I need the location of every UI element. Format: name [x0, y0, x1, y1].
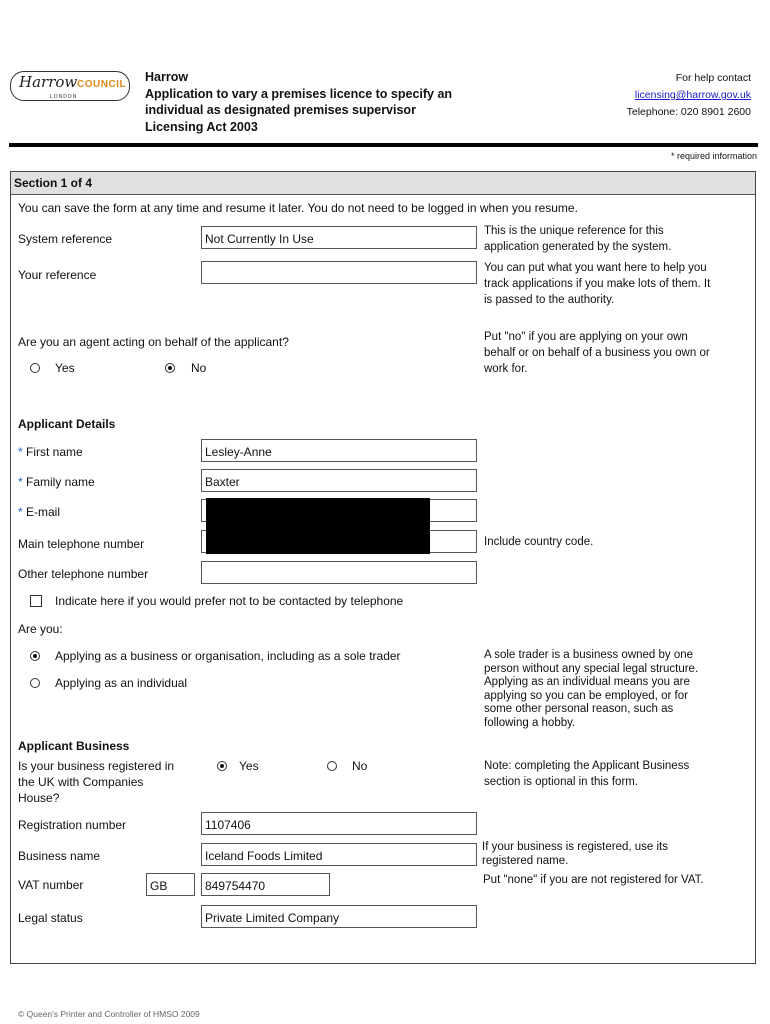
email-label — [18, 505, 60, 519]
help-line: Note: completing the Applicant Business — [484, 760, 690, 772]
help-contact — [627, 70, 751, 121]
main-phone-help: Include country code. — [484, 536, 594, 548]
help-line: You can put what you want here to help you — [484, 262, 707, 274]
registered-no-radio[interactable] — [327, 761, 337, 771]
help-line: application generated by the system. — [484, 241, 672, 253]
help-line: work for. — [484, 363, 528, 375]
legal-status-label: Legal status — [18, 911, 83, 925]
help-line: If your business is registered, use its — [482, 841, 668, 853]
system-reference-field[interactable]: Not Currently In Use — [201, 226, 477, 249]
help-line: track applications if you make lots of them. It — [484, 278, 711, 290]
help-contact-title: For help contact — [675, 72, 751, 84]
agent-no-label: No — [191, 361, 207, 375]
help-line: following a hobby. — [484, 716, 576, 729]
required-star: * — [18, 505, 23, 519]
business-note — [484, 758, 689, 790]
main-phone-label: Main telephone number — [18, 537, 145, 551]
registered-yes-radio[interactable] — [217, 761, 227, 771]
help-line: Put "no" if you are applying on your own — [484, 331, 688, 343]
title-line: individual as designated premises supervisor — [145, 103, 416, 117]
help-line: applying so you can be employed, or for — [484, 689, 688, 702]
required-note: * required information — [670, 151, 757, 161]
copyright-footer: © Queen's Printer and Controller of HMSO 2009 — [18, 1009, 200, 1019]
help-line: This is the unique reference for this — [484, 225, 664, 237]
other-phone-field[interactable] — [201, 561, 477, 584]
agent-yes-label: Yes — [55, 361, 75, 375]
your-reference-field[interactable] — [201, 261, 477, 284]
redaction-block — [206, 498, 430, 554]
your-reference-label: Your reference — [18, 268, 97, 282]
title-line: Licensing Act 2003 — [145, 119, 258, 134]
registration-number-field[interactable]: 1107406 — [201, 812, 477, 835]
agent-no-radio[interactable] — [165, 363, 175, 373]
section-title: Section 1 of 4 — [14, 176, 93, 190]
help-line: behalf or on behalf of a business you own or — [484, 347, 710, 359]
individual-option-label: Applying as an individual — [55, 676, 188, 690]
help-email-link[interactable]: licensing@harrow.gov.uk — [634, 89, 751, 101]
system-reference-help — [484, 223, 671, 255]
business-name-help — [482, 841, 668, 868]
registered-question — [18, 758, 174, 806]
no-phone-contact-label: Indicate here if you would prefer not to be contacted by telephone — [55, 594, 404, 608]
registered-yes-label: Yes — [239, 759, 259, 773]
header-rule — [9, 143, 758, 147]
vat-help: Put "none" if you are not registered for VAT. — [483, 874, 704, 886]
your-reference-help — [484, 260, 710, 308]
applicant-type-help — [484, 649, 698, 730]
first-name-label-text: First name — [26, 445, 83, 459]
required-star: * — [18, 445, 23, 459]
agent-yes-radio[interactable] — [30, 363, 40, 373]
help-line: registered name. — [482, 854, 569, 867]
registered-no-label: No — [352, 759, 368, 773]
title-line: Harrow — [145, 70, 189, 84]
family-name-label-text: Family name — [26, 475, 95, 489]
individual-option-radio[interactable] — [30, 678, 40, 688]
no-phone-contact-checkbox[interactable] — [30, 595, 42, 607]
help-phone: Telephone: 020 8901 2600 — [626, 106, 751, 118]
family-name-label — [18, 475, 95, 489]
business-option-label: Applying as a business or organisation, including as a sole trader — [55, 649, 401, 663]
business-option-radio[interactable] — [30, 651, 40, 661]
vat-prefix-field[interactable]: GB — [146, 873, 195, 896]
question-line: House? — [18, 791, 60, 805]
help-line: some other personal reason, such as — [484, 703, 674, 715]
business-name-field[interactable]: Iceland Foods Limited — [201, 843, 477, 866]
section-header — [11, 172, 755, 195]
required-star: * — [18, 475, 23, 489]
section-intro: You can save the form at any time and resume it later. You do not need to be logged in when you resume. — [18, 201, 578, 215]
other-phone-label: Other telephone number — [18, 567, 149, 581]
vat-number-field[interactable]: 849754470 — [201, 873, 330, 896]
family-name-field[interactable]: Baxter — [201, 469, 477, 492]
help-line: A sole trader is a business owned by one — [484, 649, 694, 661]
applicant-details-heading: Applicant Details — [18, 417, 116, 431]
are-you-label: Are you: — [18, 622, 63, 636]
system-reference-label: System reference — [18, 232, 113, 246]
question-line: Is your business registered in — [18, 759, 175, 773]
legal-status-field[interactable]: Private Limited Company — [201, 905, 477, 928]
form-title — [145, 69, 452, 135]
help-line: is passed to the authority. — [484, 294, 615, 306]
logo-subtext: LONDON — [50, 94, 78, 100]
agent-question: Are you an agent acting on behalf of the applicant? — [18, 335, 289, 349]
help-line: Applying as an individual means you are — [484, 676, 690, 688]
first-name-label — [18, 445, 83, 459]
applicant-business-heading: Applicant Business — [18, 739, 130, 753]
help-line: section is optional in this form. — [484, 776, 639, 788]
agent-help — [484, 329, 710, 377]
logo-council-text: COUNCIL — [77, 79, 127, 90]
business-name-label: Business name — [18, 849, 101, 863]
title-line: Application to vary a premises licence to specify an — [145, 86, 453, 101]
help-line: person without any special legal structure. — [484, 662, 699, 675]
first-name-field[interactable]: Lesley-Anne — [201, 439, 477, 462]
registration-number-label: Registration number — [18, 818, 127, 832]
question-line: the UK with Companies — [18, 775, 144, 789]
logo-script-text: Harrow — [19, 73, 78, 91]
email-label-text: E-mail — [26, 505, 61, 519]
vat-number-label: VAT number — [18, 878, 84, 892]
